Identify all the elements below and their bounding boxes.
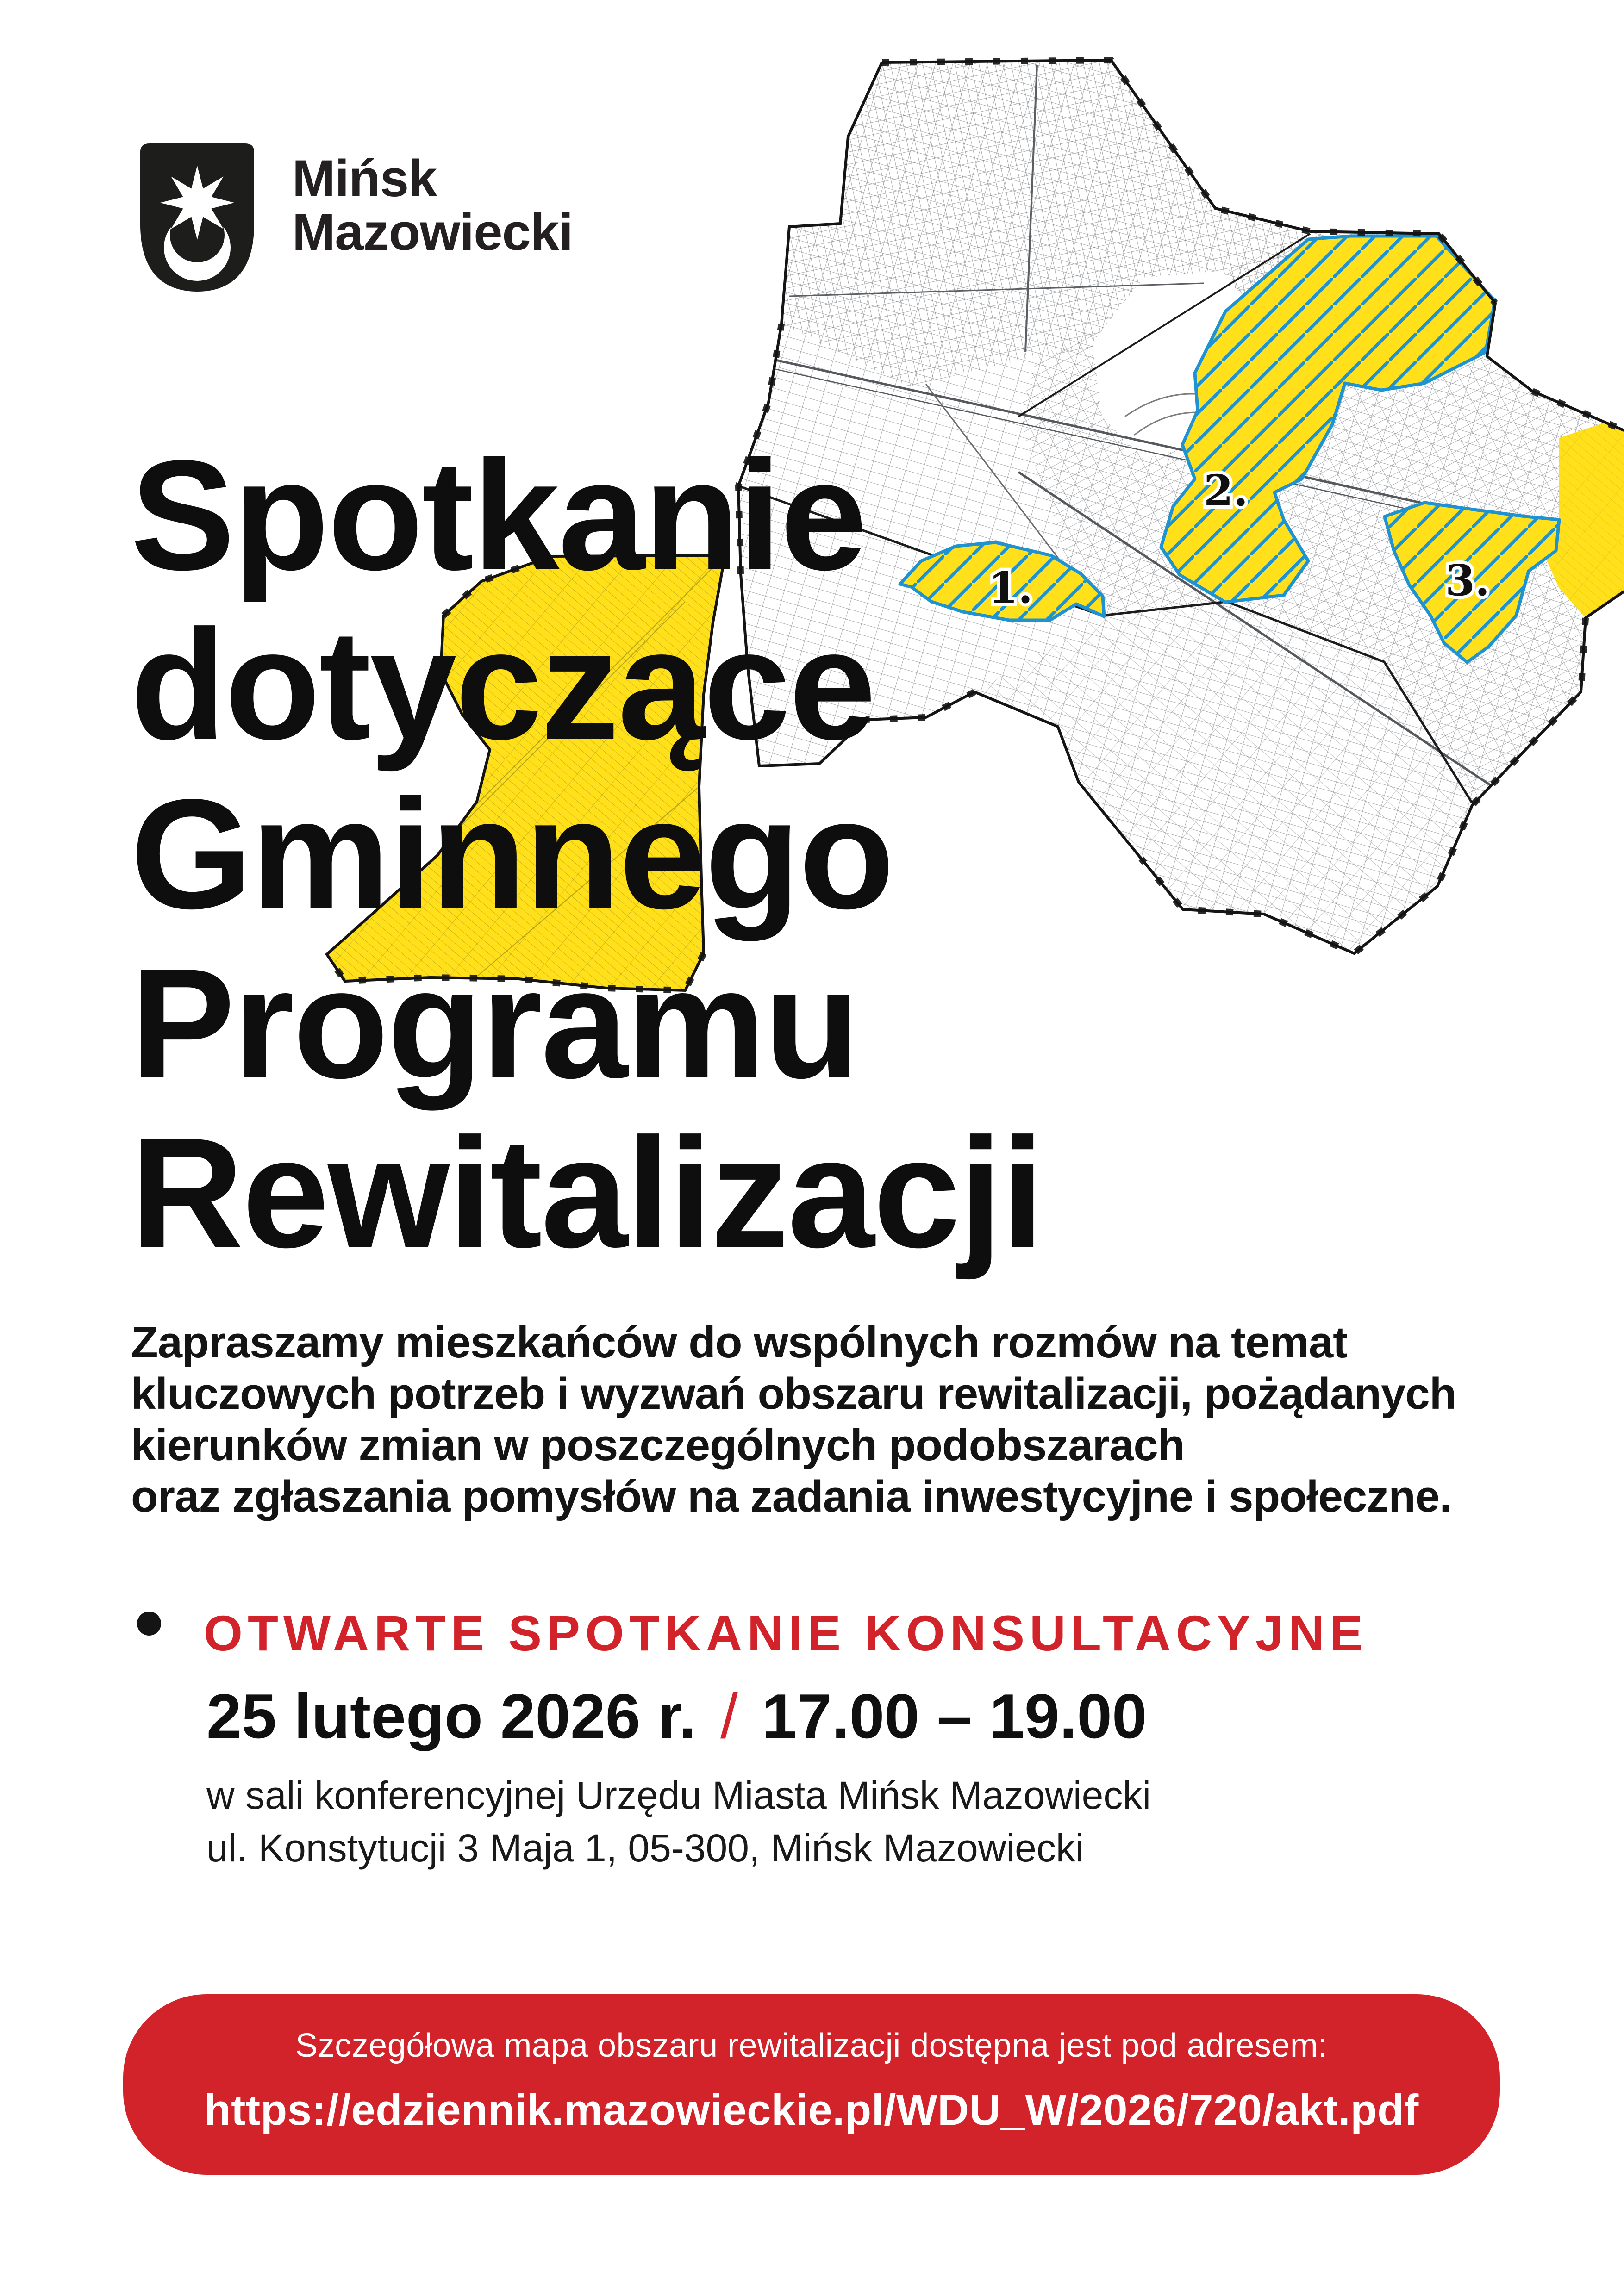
intro-line-4: oraz zgłaszania pomysłów na zadania inwestycyjne i społeczne. <box>131 1472 1451 1521</box>
map-zone-label-3: 3. <box>1445 555 1490 605</box>
map-zone-label-2: 2. <box>1204 466 1249 516</box>
banner-url: https://edziennik.mazowieckie.pl/WDU_W/2026/720/akt.pdf <box>204 2085 1419 2134</box>
intro-paragraph <box>131 1317 1456 1522</box>
city-logo-line2: Mazowiecki <box>292 203 573 261</box>
map-zone-label-1: 1. <box>988 563 1033 613</box>
city-logo-text <box>292 149 573 261</box>
intro-line-3: kierunków zmian w poszczególnych podobszarach <box>131 1420 1185 1470</box>
meeting-date: 25 lutego 2026 r. <box>206 1681 697 1751</box>
bullet-icon <box>137 1612 161 1636</box>
city-logo <box>140 143 573 292</box>
city-logo-line1: Mińsk <box>292 149 437 207</box>
venue-line-1: w sali konferencyjnej Urzędu Miasta Mińsk Mazowiecki <box>206 1773 1151 1817</box>
meeting-venue <box>206 1769 1151 1874</box>
map-link-banner <box>123 1994 1500 2175</box>
venue-line-2: ul. Konstytucji 3 Maja 1, 05-300, Mińsk Mazowiecki <box>206 1826 1084 1870</box>
title-line-4: Programu <box>131 936 859 1111</box>
title-line-1: Spotkanie <box>131 428 866 603</box>
title-line-3: Gminnego <box>131 766 893 941</box>
intro-line-2: kluczowych potrzeb i wyzwań obszaru rewitalizacji, pożądanych <box>131 1369 1456 1419</box>
city-crest-icon <box>140 143 254 292</box>
date-time-separator: / <box>720 1681 738 1751</box>
banner-note: Szczegółowa mapa obszaru rewitalizacji dostępna jest pod adresem: <box>295 2027 1328 2064</box>
meeting-heading: OTWARTE SPOTKANIE KONSULTACYJNE <box>204 1605 1368 1661</box>
meeting-date-line <box>206 1680 1147 1752</box>
title-line-2: dotyczące <box>131 597 875 772</box>
page-title <box>131 428 1043 1280</box>
meeting-time: 17.00 – 19.00 <box>762 1681 1147 1751</box>
intro-line-1: Zapraszamy mieszkańców do wspólnych rozmów na temat <box>131 1318 1348 1367</box>
title-line-5: Rewitalizacji <box>131 1105 1043 1280</box>
